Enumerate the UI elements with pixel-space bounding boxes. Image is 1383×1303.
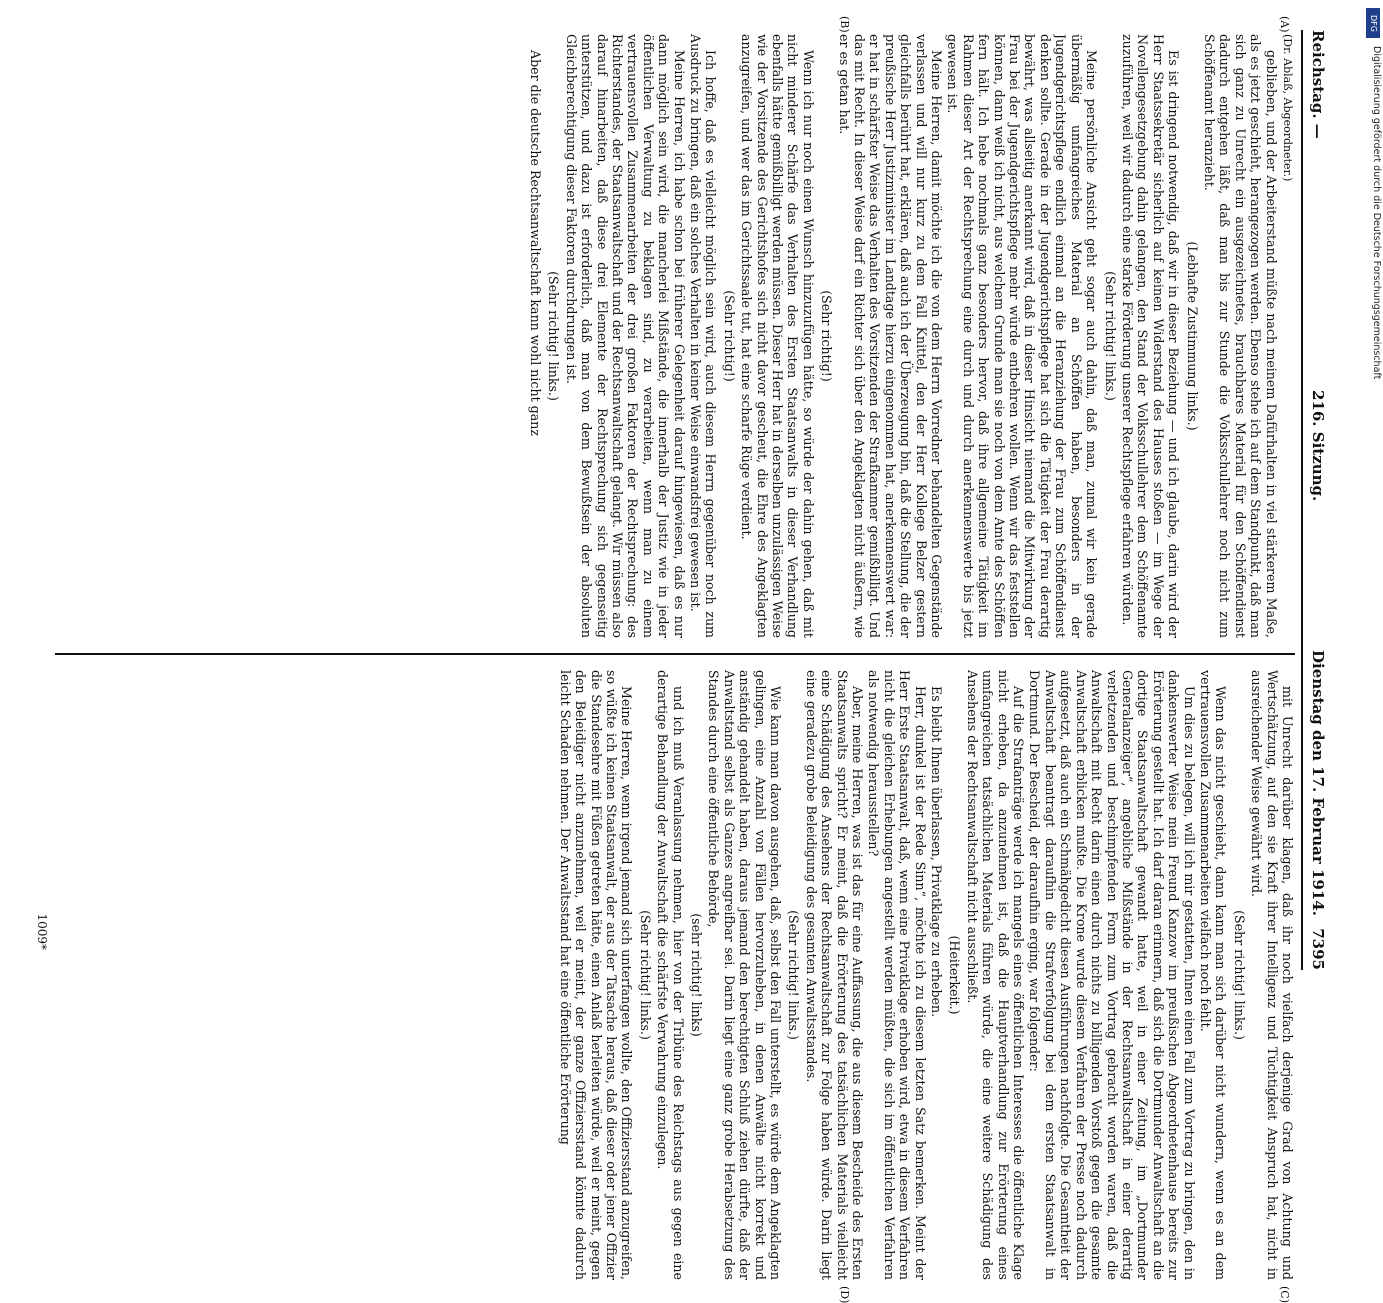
rotated-newspaper-sheet [31,10,1351,1303]
footer-signature: 1009* [35,913,49,950]
dfg-logo-text: DFG [1369,14,1378,32]
left_column-paragraph: Es ist dringend notwendig, daß wir in dieser Beziehung — und ich glaube, darin wird der Herr Staatssekretär sicherlich auf keinen Widerstand des Hauses stoßen — im Wege der Novellengesetzgebung dahin gelangen, den Stand der Volksschullehrer dem Schöffenamte zuzuführen, weil wir dadurch eine starke Förderung unserer Rechtspflege erfahren würden. [1119,34,1182,638]
right_column-paragraph: Um dies zu belegen, will ich mir gestatten, Ihnen einen Fall zum Vortrag zu bringen, den in dankenswerter Weise mein Freund Kanzow im preußischen Abgeordnetenhause bereits zur Erörterung gestellt hat. Ich darf daran erinnern, daß sich die Dortmunder Anwaltschaft an die dortige Staatsanwaltschaft gewandt hatte, weil in einer Zeitung, im „Dortmunder Generalanzeiger“, angebliche Mißstände in der Rechtsanwaltschaft in einer derartig verletzenden und beschimpfenden Form zum Vortrag gebracht worden waren, daß die Anwaltschaft mit Recht darin einen durch nichts zu billigenden Vorstoß gegen die gesamte Anwaltschaft erblicken mußte. Die Krone wurde diesem Verfahren der Presse noch dadurch aufgesetzt, daß auch ein Schmähgedicht diesen Ausführungen nachfolgte. Die Gesamtheit der Anwaltschaft beantragt daraufhin die Strafverfolgung bei dem ersten Staatsanwalt in Dortmund. Der Bescheid, der daraufhin erging, war folgender: [1027,670,1197,1280]
left_column-paragraph: geblieben, und der Arbeiterstand müßte nach meinem Dafürhalten in viel stärkerem Maße, als es jetzt geschieht, herangezogen werden. Ebenso stehe ich auf dem Standpunkt, daß man sich ganz zu Unrecht ein ausgezeichnetes, brauchbares Material für den Schöffendienst dadurch entgehen läßt, daß man bis zur Stunde die Volksschullehrer noch nicht zum Schöffenamt heranzieht. [1201,34,1279,638]
marker-b: (B) [838,16,851,33]
right_column-paragraph: Es bleibt Ihnen überlassen, Privatklage zu erheben. [929,686,945,1018]
right_column-paragraph: Aber, meine Herren, was ist das für eine Auffassung, die aus diesem Bescheide des Ersten Staatsanwalts spricht? Er meint, daß die Erörterung des tatsächlichen Materials vielleicht eine Schädigung des Ansehens der Rechtsanwaltschaft zur Folge haben würde. Darin liegt eine geradezu grobe Beleidigung des gesamten Anwaltsstandes. [803,670,866,1280]
right_column-paragraph: und ich muß Veranlassung nehmen, hier von der Tribüne des Reichstags aus gegen eine derartige Behandlung der Anwaltschaft die schärfste Verwahrung einzulegen. [655,670,686,1280]
right_column-paragraph: Herr, dunkel ist der Rede Sinn“, möchte ich zu diesem letzten Satz bemerken. Meint der Herr Erste Staatsanwalt, daß, wenn eine Privatklage erhoben wird, etwa in diesem Verfahren nicht die gleichen Erhebungen angestellt werden müßten, die sich im öffentlichen Verfahren als notwendig herausstellen? [866,670,928,1280]
left_column-paragraph: Aber die deutsche Rechtsanwaltschaft kann wohl nicht ganz [527,50,543,436]
right-column [55,670,1295,1280]
column-divider [55,653,1295,655]
header-session: 216. Sitzung. [1309,390,1327,502]
right_column-paragraph: Auf die Strafanträge werde ich mangels eines öffentlichen Interesses die öffentliche Klage nicht erheben, da anzunehmen ist, daß die Hauptverhandlung zur Erörterung eines umfangreichen tatsächlichen Materials führen würde, die eine weitere Schädigung des Ansehens der Rechtsanwaltschaft nicht ausschließt. [964,670,1027,1280]
dfg-logo [1366,8,1380,38]
marker-d: (D) [838,1286,851,1303]
left_column-paragraph: Ich hoffe, daß es vielleicht möglich sein wird, auch diesem Herrn gegenüber noch zum Ausdruck zu bringen, daß ein solches Verhalten in keiner Weise einwandsfrei gewesen ist. [687,34,719,638]
right_column-interjection: (Heiterkeit.) [947,935,963,1015]
right_column-paragraph: Wie kann man davon ausgehen, daß, selbst den Fall unterstellt, es würde dem Angeklagten gelingen, eine Anzahl von Fällen hervorzuheben, in denen Anwälte nicht korrekt und anständig gehandelt haben, daraus jemand den berechtigten Schluß ziehen dürfte, daß der Anwaltstand selbst als Ganzes angreifbar sei. Darin liegt eine ganz grobe Herabsetzung des Standes durch eine öffentliche Behörde, [706,670,783,1280]
page-header [1301,30,1343,970]
marker-a: (A) [1278,16,1291,33]
left_column-interjection: (Sehr richtig!) [819,290,835,382]
header-left: Reichstag. — [1309,30,1327,139]
left_column-paragraph: Meine Herren, damit möchte ich die von dem Herrn Vorredner behandelten Gegenstände verlassen und will nur kurz zu dem Fall Knittel, den der Herr Kollege Belzer gestern gleichfalls berührt hat, erklären, daß auch ich der Überzeugung bin, daß die Stellung, die der preußische Herr Justizminister im Landtage hierzu eingenommen hat, anerkennenswert war: er hat in schärfster Weise das Verhalten des Vorsitzenden der Strafkammer gemißbilligt. Und das mit Recht. In dieser Weise darf ein Richter sich über den Angeklagten nicht äußern, wie er es getan hat. [836,34,945,638]
left-column [55,34,1295,638]
right_column-interjection: (Sehr richtig! links.) [1231,910,1247,1040]
left_column-interjection: (Sehr richtig!) [721,290,737,382]
left_column-paragraph: (Dr. Ablaß, Abgeordneter.) [1281,34,1294,182]
right_column-interjection: (Sehr richtig! links.) [637,910,653,1040]
right_column-paragraph: Meine Herren, wenn irgend jemand sich unterfangen wollte, den Offiziersstand anzugreifen, so wüßte ich keinen Staatsanwalt, der aus der Tatsache heraus, daß dieser oder jener Offizier die Standesehre mit Füßen getreten hätte, einen Anlaß herleiten würde, weil er meint, gegen den Beleidiger nicht anzunehmen, weil er meint, der ganze Offiziersstand könnte dadurch leicht Schaden nehmen. Der Anwaltsstand hat eine öffentliche Erörterung [557,670,635,1280]
left_column-interjection: (Sehr richtig! links.) [1102,271,1118,401]
right_column-paragraph: mit Unrecht darüber klagen, daß ihr noch vielfach derjenige Grad von Achtung und Wertschätzung, auf den sie Kraft ihrer Intelligenz und Tüchtigkeit Anspruch hat, nicht in ausreichender Weise gewährt wird. [1249,670,1295,1280]
left_column-paragraph: Wenn ich nur noch einen Wunsch hinzuzufügen hätte, so würde der dahin gehen, daß mit nicht minderer Schärfe das Verhalten des Ersten Staatsanwalts in dieser Verhandlung ebenfalls hätte gemißbilligt werden müssen. Dieser Herr hat in derselben unzulässigen Weise wie der Vorsitzende des Gerichtshofes sich nicht davor gescheut, die Ehre des Angeklagten anzugreifen, und wer das im Gerichtssaale tut, hat eine scharfe Rüge verdient. [739,34,816,638]
right_column-paragraph: Wenn das nicht geschieht, dann kann man sich darüber nicht wundern, wenn es an dem vertrauensvollen Zusammenarbeiten vielfach noch fehlt. [1197,670,1229,1280]
right_column-interjection: (sehr richtig! links) [688,913,704,1037]
right_column-interjection: (Sehr richtig! links.) [786,910,802,1040]
header-date: Dienstag den 17. Februar 1914. [1309,650,1327,916]
left_column-paragraph: Meine persönliche Ansicht geht sogar auch dahin, daß man, zumal wir kein gerade übermäßig umfangreiches Material an Schöffen haben, besonders in der Jugendgerichtspflege endlich einmal an die Heranziehung der Frau zum Schöffendienst denken sollte. Gerade in der Jugendgerichtspflege hat sich die Tätigkeit der Frau derartig bewährt, was allseitig anerkannt wird, daß in dieser Hinsicht niemand die Mitwirkung der Frau bei der Jugendgerichtspflege mehr würde entbehren wollen. Wenn wir das feststellen können, dann weiß ich nicht, aus welchem Grunde man sie noch von dem Amte des Schöffen fern hält. Ich hebe nochmals ganz besonders hervor, daß ihre allgemeine Tätigkeit im Rahmen dieser Art der Rechtsprechung eine durch und durch anerkennenswerte bis jetzt gewesen ist. [945,34,1100,638]
left_column-interjection: (Sehr richtig! links.) [546,271,562,401]
margin-credit: Digitalisierung gefördert durch die Deutsche Forschungsgemeinschaft [1371,46,1382,380]
marker-c: (C) [1278,1286,1291,1303]
page-number: 7395 [1309,928,1327,970]
left_column-interjection: (Lebhafte Zustimmung links.) [1184,241,1200,431]
left_column-paragraph: Meine Herren, ich habe schon bei früherer Gelegenheit darauf hingewiesen, daß es nur dann möglich sein wird, die mancherlei Mißstände, die innerhalb der Justiz wie in jeder öffentlichen Verwaltung zu beklagen sind, zu verarbeiten, wenn man zu einem vertrauensvollen Zusammenarbeiten der drei großen Faktoren der Rechtsprechung: des Richterstandes, der Staatsanwaltschaft und der Rechtsanwaltschaft gelangt. Wir müssen also darauf hinarbeiten, daß diese drei Elemente der Rechtsprechung sich gegenseitig unterstützen, und dazu ist erforderlich, daß man von dem Bewußtsein der absoluten Gleichberechtigung dieser Faktoren durchdrungen ist. [563,34,687,638]
